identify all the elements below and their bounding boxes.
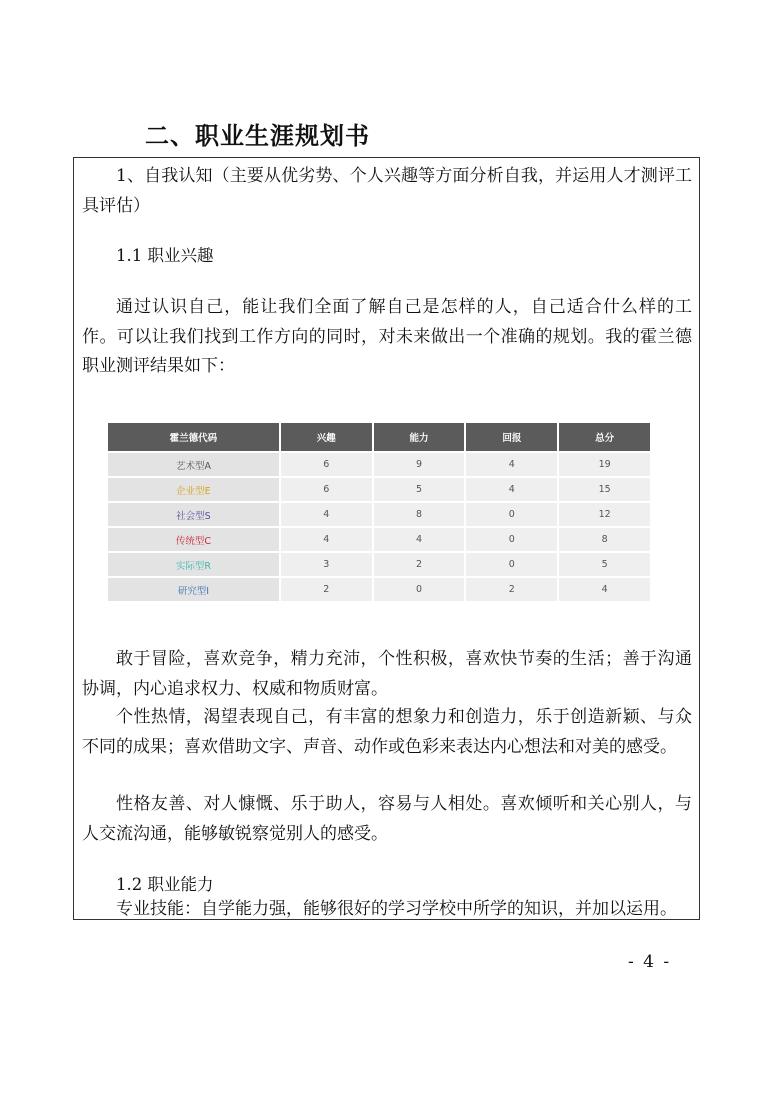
interest-cell: 4 bbox=[281, 503, 372, 526]
ability-cell: 0 bbox=[374, 578, 465, 601]
reward-cell: 4 bbox=[466, 453, 557, 476]
interest-heading: 1.1 职业兴趣 bbox=[116, 246, 214, 265]
total-cell: 4 bbox=[559, 578, 650, 601]
holland-code-cell: 传统型C bbox=[108, 528, 279, 551]
section-title: 二、职业生涯规划书 bbox=[145, 122, 370, 150]
self-cognition-heading: 1、自我认知（主要从优劣势、个人兴趣等方面分析自我，并运用人才测评工具评估） bbox=[82, 166, 692, 216]
interest-cell: 2 bbox=[281, 578, 372, 601]
interest-intro: 通过认识自己，能让我们全面了解自己是怎样的人，自己适合什么样的工作。可以让我们找到工作方向的同时，对未来做出一个准确的规划。我的霍兰德职业测评结果如下： bbox=[82, 297, 692, 376]
header-code: 霍兰德代码 bbox=[108, 423, 279, 451]
interest-cell: 3 bbox=[281, 553, 372, 576]
ability-cell: 4 bbox=[374, 528, 465, 551]
ability-cell: 8 bbox=[374, 503, 465, 526]
total-cell: 15 bbox=[559, 478, 650, 501]
reward-cell: 0 bbox=[466, 503, 557, 526]
table-row bbox=[108, 478, 650, 501]
total-cell: 8 bbox=[559, 528, 650, 551]
table-row bbox=[108, 528, 650, 551]
interest-cell: 6 bbox=[281, 453, 372, 476]
reward-cell: 0 bbox=[466, 553, 557, 576]
reward-cell: 2 bbox=[466, 578, 557, 601]
total-cell: 19 bbox=[559, 453, 650, 476]
holland-result-table bbox=[106, 421, 652, 603]
total-cell: 5 bbox=[559, 553, 650, 576]
table-row bbox=[108, 553, 650, 576]
holland-code-cell: 社会型S bbox=[108, 503, 279, 526]
paragraph-1: 敢于冒险，喜欢竞争，精力充沛，个性积极，喜欢快节奏的生活；善于沟通协调，内心追求权力、权威和物质财富。 bbox=[82, 649, 692, 699]
ability-heading: 1.2 职业能力 bbox=[116, 875, 214, 894]
holland-code-cell: 实际型R bbox=[108, 553, 279, 576]
table-header-row bbox=[108, 423, 650, 451]
table-row bbox=[108, 453, 650, 476]
ability-cell: 5 bbox=[374, 478, 465, 501]
ability-cell: 9 bbox=[374, 453, 465, 476]
holland-code-cell: 艺术型A bbox=[108, 453, 279, 476]
interest-cell: 4 bbox=[281, 528, 372, 551]
holland-code-cell: 企业型E bbox=[108, 478, 279, 501]
paragraph-3: 性格友善、对人慷慨、乐于助人，容易与人相处。喜欢倾听和关心别人，与人交流沟通，能够敏锐察觉别人的感受。 bbox=[82, 794, 692, 844]
reward-cell: 4 bbox=[466, 478, 557, 501]
paragraph-2: 个性热情，渴望表现自己，有丰富的想象力和创造力，乐于创造新颖、与众不同的成果；喜欢借助文字、声音、动作或色彩来表达内心想法和对美的感受。 bbox=[82, 707, 692, 757]
header-reward: 回报 bbox=[466, 423, 557, 451]
holland-code-cell: 研究型I bbox=[108, 578, 279, 601]
interest-cell: 6 bbox=[281, 478, 372, 501]
header-interest: 兴趣 bbox=[281, 423, 372, 451]
total-cell: 12 bbox=[559, 503, 650, 526]
reward-cell: 0 bbox=[466, 528, 557, 551]
table-row bbox=[108, 578, 650, 601]
header-ability: 能力 bbox=[374, 423, 465, 451]
page-number: - 4 - bbox=[628, 952, 672, 972]
ability-text: 专业技能：自学能力强，能够很好的学习学校中所学的知识，并加以运用。 bbox=[116, 899, 677, 919]
header-total: 总分 bbox=[559, 423, 650, 451]
table-row bbox=[108, 503, 650, 526]
ability-cell: 2 bbox=[374, 553, 465, 576]
